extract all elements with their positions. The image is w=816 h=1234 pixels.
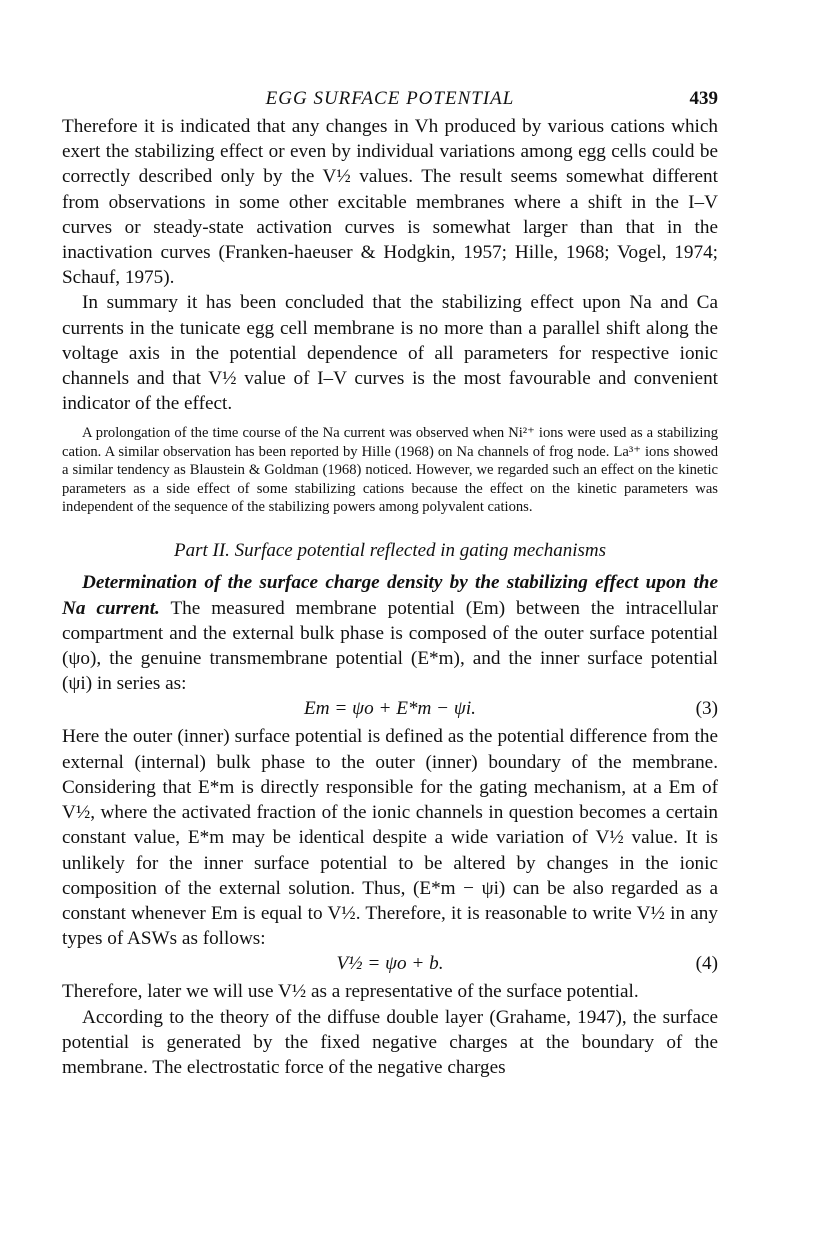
running-title: EGG SURFACE POTENTIAL bbox=[265, 88, 515, 109]
paragraph-6: According to the theory of the diffuse double layer (Grahame, 1947), the surface potential is generated by the fixed negative charges at the boundary of the membrane. The electrostatic force of the negative charges bbox=[62, 1006, 718, 1078]
equation-3-number: (3) bbox=[695, 698, 718, 720]
paragraph-3 bbox=[62, 570, 718, 696]
part-heading: Part II. Surface potential reflected in gating mechanisms bbox=[174, 540, 606, 562]
paragraph-1: Therefore it is indicated that any changes in Vh produced by various cations which exert the stabilizing effect or even by individual variations among egg cells could be correctly described only by the V½ values. The result seems somewhat different from observations in some other excitable membranes where a shift in the I–V curves or steady-state activation curves is somewhat larger than that in the inactivation curves (Franken-haeuser & Hodgkin, 1957; Hille, 1968; Vogel, 1974; Schauf, 1975). bbox=[62, 116, 718, 289]
paragraph-4: Here the outer (inner) surface potential is defined as the potential difference from the external (internal) bulk phase to the outer (inner) boundary of the membrane. Considering that E*m is directly responsible for the gating mechanism, at a Em of V½, where the activated fraction of the ionic channels in question becomes a certain constant value, E*m may be identical despite a wide variation of V½ value. It is unlikely for the inner surface potential to be altered by changes in the ionic composition of the external solution. Thus, (E*m − ψi) can be also regarded as a constant whenever Em is equal to V½. Therefore, it is reasonable to write V½ in any types of ASWs as follows: bbox=[62, 726, 718, 950]
equation-3 bbox=[62, 696, 718, 724]
equation-3-body: Em = ψo + E*m − ψi. bbox=[304, 698, 476, 720]
section-run-in-heading: Determination of the surface charge density by the stabilizing effect upon the Na current. bbox=[62, 572, 718, 619]
equation-4-number: (4) bbox=[695, 953, 718, 975]
paragraph-2: In summary it has been concluded that the stabilizing effect upon Na and Ca currents in the tunicate egg cell membrane is no more than a parallel shift along the voltage axis in the potential dependence of all parameters for respective ionic channels and that V½ value of I–V curves is the most favourable and convenient indicator of the effect. bbox=[62, 292, 718, 415]
small-print-note: A prolongation of the time course of the Na current was observed when Ni²⁺ ions were used as a stabilizing cation. A similar observation has been reported by Hille (1968) on Na channels of frog node. La³⁺ ions showed a similar tendency as Blaustein & Goldman (1968) noticed. However, we regarded such an effect on the kinetic parameters as a side effect of some stabilizing cations because the effect on the kinetic parameters was independent of the sequence of the stabilizing powers among polyvalent cations. bbox=[62, 425, 718, 516]
page-header bbox=[62, 84, 718, 114]
equation-4-body: V½ = ψo + b. bbox=[336, 953, 444, 975]
page bbox=[62, 84, 718, 1080]
page-number: 439 bbox=[689, 88, 718, 109]
paragraph-5: Therefore, later we will use V½ as a representative of the surface potential. bbox=[62, 981, 639, 1003]
paragraph-3-body: The measured membrane potential (Em) between the intracellular compartment and the external bulk phase is composed of the outer surface potential (ψo), the genuine transmembrane potential (E*m), and the inner surface potential (ψi) in series as: bbox=[62, 597, 719, 695]
equation-4 bbox=[62, 951, 718, 979]
